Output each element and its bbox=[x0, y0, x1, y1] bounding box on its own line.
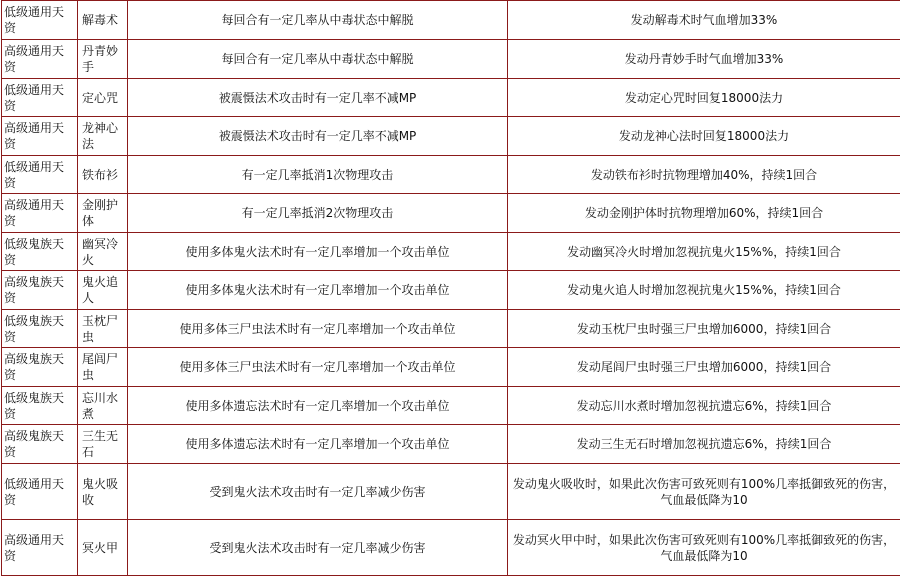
tier-cell: 低级鬼族天资 bbox=[2, 310, 78, 348]
talent-name-cell: 鬼火吸收 bbox=[78, 464, 128, 520]
condition-cell: 被震慑法术攻击时有一定几率不减MP bbox=[128, 79, 508, 117]
effect-text-line2: 气血最低降为10 bbox=[660, 548, 748, 563]
talent-name-cell: 解毒术 bbox=[78, 1, 128, 40]
condition-cell: 使用多体鬼火法术时有一定几率增加一个攻击单位 bbox=[128, 233, 508, 271]
condition-cell: 被震慑法术攻击时有一定几率不减MP bbox=[128, 117, 508, 156]
effect-cell bbox=[508, 464, 900, 520]
condition-cell: 使用多体遗忘法术时有一定几率增加一个攻击单位 bbox=[128, 387, 508, 425]
table-row bbox=[2, 40, 900, 79]
talent-name-cell: 尾闾尸虫 bbox=[78, 348, 128, 387]
tier-cell: 低级通用天资 bbox=[2, 1, 78, 40]
tier-cell: 低级鬼族天资 bbox=[2, 233, 78, 271]
tier-cell: 低级通用天资 bbox=[2, 464, 78, 520]
condition-cell: 有一定几率抵消2次物理攻击 bbox=[128, 194, 508, 233]
table-row bbox=[2, 1, 900, 40]
talent-table bbox=[1, 0, 900, 576]
table-row bbox=[2, 271, 900, 310]
talent-name-cell: 三生无石 bbox=[78, 425, 128, 464]
table-row bbox=[2, 464, 900, 520]
talent-name-cell: 冥火甲 bbox=[78, 520, 128, 576]
condition-cell: 有一定几率抵消1次物理攻击 bbox=[128, 156, 508, 194]
talent-name-cell: 丹青妙手 bbox=[78, 40, 128, 79]
tier-cell: 高级通用天资 bbox=[2, 40, 78, 79]
tier-cell: 高级通用天资 bbox=[2, 194, 78, 233]
talent-name-cell: 幽冥冷火 bbox=[78, 233, 128, 271]
condition-cell: 每回合有一定几率从中毒状态中解脱 bbox=[128, 40, 508, 79]
effect-cell: 发动铁布衫时抗物理增加40%，持续1回合 bbox=[508, 156, 900, 194]
tier-cell: 低级通用天资 bbox=[2, 79, 78, 117]
effect-text: 发动冥火甲中时，如果此次伤害可致死则有100%几率抵御致死的伤害， bbox=[512, 532, 896, 547]
effect-cell: 发动忘川水煮时增加忽视抗遗忘6%，持续1回合 bbox=[508, 387, 900, 425]
effect-cell: 发动龙神心法时回复18000法力 bbox=[508, 117, 900, 156]
tier-cell: 高级鬼族天资 bbox=[2, 348, 78, 387]
talent-name-cell: 铁布衫 bbox=[78, 156, 128, 194]
table-row bbox=[2, 387, 900, 425]
table-row bbox=[2, 425, 900, 464]
talent-name-cell: 忘川水煮 bbox=[78, 387, 128, 425]
table-row bbox=[2, 79, 900, 117]
condition-cell: 受到鬼火法术攻击时有一定几率减少伤害 bbox=[128, 520, 508, 576]
effect-cell: 发动丹青妙手时气血增加33% bbox=[508, 40, 900, 79]
table-row bbox=[2, 194, 900, 233]
table-row bbox=[2, 233, 900, 271]
condition-cell: 受到鬼火法术攻击时有一定几率减少伤害 bbox=[128, 464, 508, 520]
tier-cell: 高级鬼族天资 bbox=[2, 425, 78, 464]
effect-cell bbox=[508, 520, 900, 576]
effect-cell: 发动定心咒时回复18000法力 bbox=[508, 79, 900, 117]
talent-name-cell: 玉枕尸虫 bbox=[78, 310, 128, 348]
condition-cell: 每回合有一定几率从中毒状态中解脱 bbox=[128, 1, 508, 40]
effect-cell: 发动尾闾尸虫时强三尸虫增加6000，持续1回合 bbox=[508, 348, 900, 387]
table-row bbox=[2, 156, 900, 194]
tier-cell: 高级通用天资 bbox=[2, 117, 78, 156]
effect-cell: 发动三生无石时增加忽视抗遗忘6%，持续1回合 bbox=[508, 425, 900, 464]
table-row bbox=[2, 348, 900, 387]
effect-cell: 发动鬼火追人时增加忽视抗鬼火15%%，持续1回合 bbox=[508, 271, 900, 310]
condition-cell: 使用多体三尸虫法术时有一定几率增加一个攻击单位 bbox=[128, 310, 508, 348]
effect-text: 发动鬼火吸收时，如果此次伤害可致死则有100%几率抵御致死的伤害， bbox=[512, 476, 896, 491]
table-row bbox=[2, 117, 900, 156]
tier-cell: 高级通用天资 bbox=[2, 520, 78, 576]
effect-cell: 发动玉枕尸虫时强三尸虫增加6000，持续1回合 bbox=[508, 310, 900, 348]
table-row bbox=[2, 310, 900, 348]
condition-cell: 使用多体鬼火法术时有一定几率增加一个攻击单位 bbox=[128, 271, 508, 310]
talent-name-cell: 金刚护体 bbox=[78, 194, 128, 233]
condition-cell: 使用多体三尸虫法术时有一定几率增加一个攻击单位 bbox=[128, 348, 508, 387]
effect-text-line2: 气血最低降为10 bbox=[660, 492, 748, 507]
tier-cell: 低级通用天资 bbox=[2, 156, 78, 194]
talent-name-cell: 鬼火追人 bbox=[78, 271, 128, 310]
effect-cell: 发动金刚护体时抗物理增加60%，持续1回合 bbox=[508, 194, 900, 233]
talent-name-cell: 定心咒 bbox=[78, 79, 128, 117]
tier-cell: 高级鬼族天资 bbox=[2, 271, 78, 310]
effect-cell: 发动幽冥冷火时增加忽视抗鬼火15%%，持续1回合 bbox=[508, 233, 900, 271]
condition-cell: 使用多体遗忘法术时有一定几率增加一个攻击单位 bbox=[128, 425, 508, 464]
tier-cell: 低级鬼族天资 bbox=[2, 387, 78, 425]
table-row bbox=[2, 520, 900, 576]
talent-name-cell: 龙神心法 bbox=[78, 117, 128, 156]
effect-cell: 发动解毒术时气血增加33% bbox=[508, 1, 900, 40]
